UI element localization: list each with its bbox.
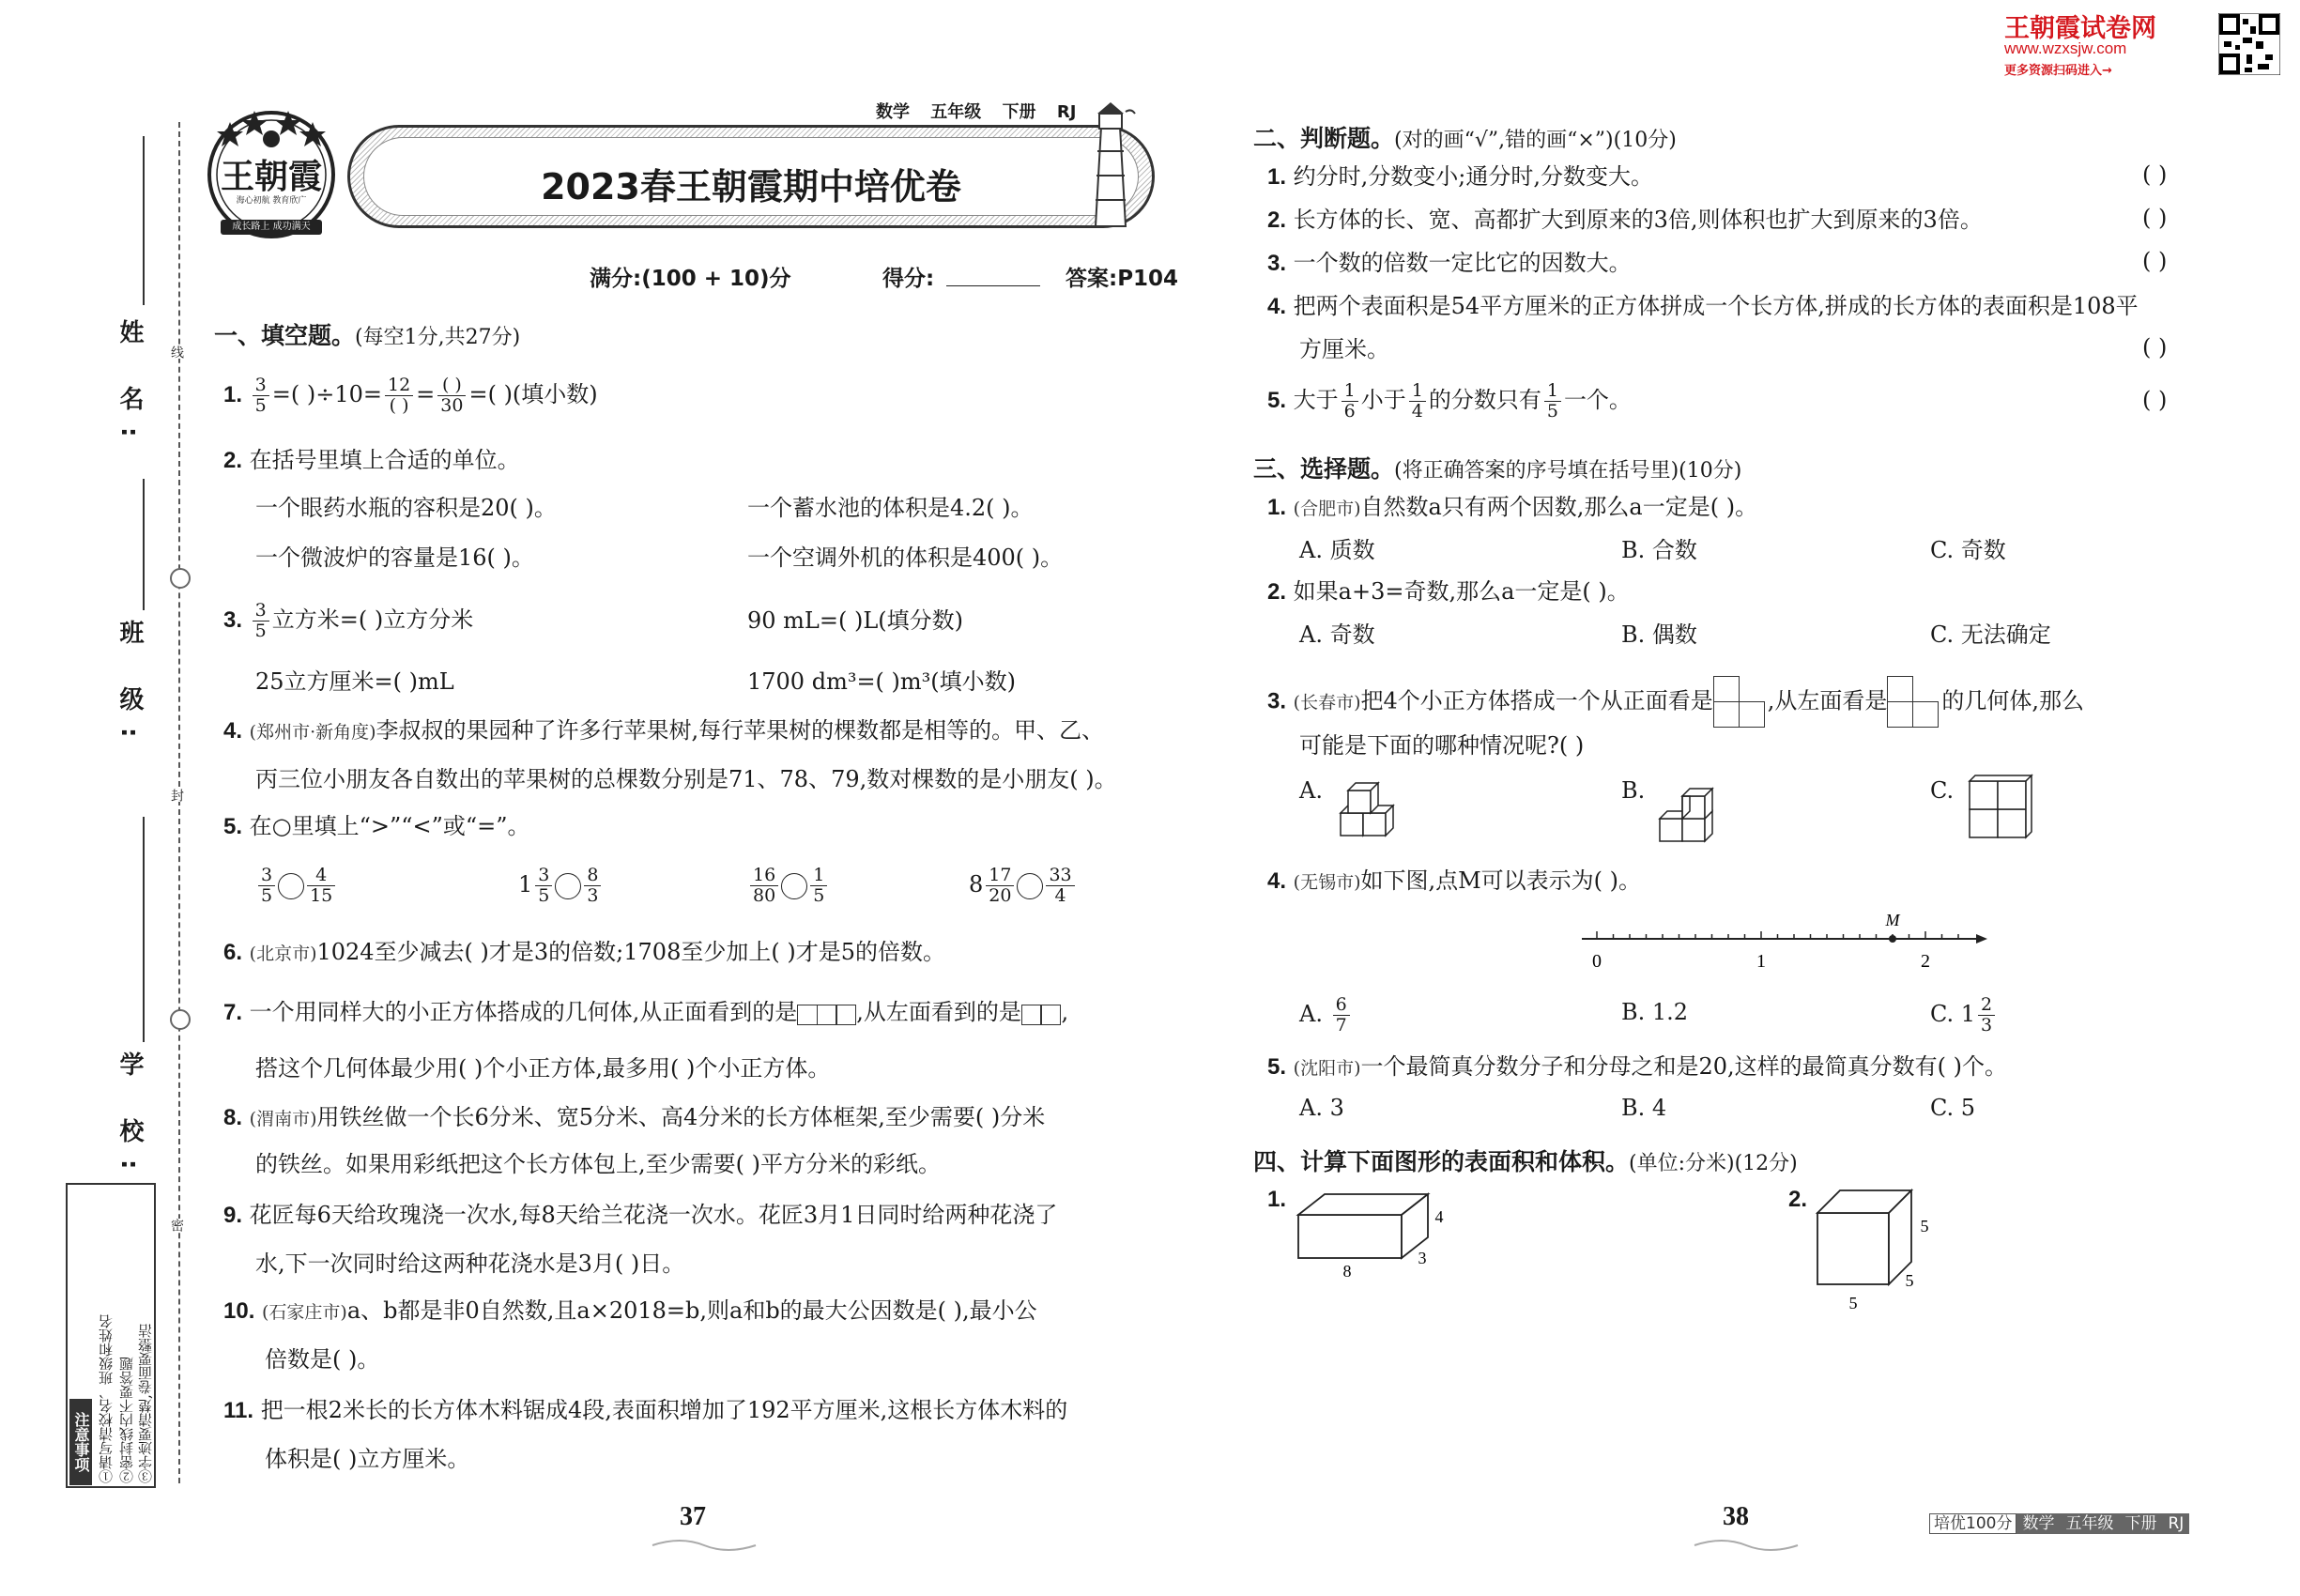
q1-frac1-den: 5 bbox=[254, 395, 267, 416]
binding-margin bbox=[56, 122, 197, 1502]
tick-label-2: 2 bbox=[1921, 951, 1930, 971]
footer-tag-3: 五年级 bbox=[2060, 1513, 2119, 1534]
q5-3-d: 5 bbox=[813, 885, 825, 906]
score-label: 得分: bbox=[882, 267, 935, 291]
choice-1[interactable] bbox=[1267, 492, 1757, 524]
footer-tag-5: RJ bbox=[2162, 1513, 2189, 1534]
choice-3-line2[interactable]: 可能是下面的哪种情况呢?( ) bbox=[1299, 732, 1585, 759]
choice-3-number: 3. bbox=[1267, 688, 1287, 714]
seal-mark-1: 线 bbox=[169, 345, 184, 359]
choice-3-opt-a[interactable]: A. bbox=[1299, 777, 1323, 804]
q3-c[interactable]: 25立方厘米=( )mL bbox=[255, 668, 454, 695]
site-name: 王朝霞试卷网 bbox=[2004, 14, 2156, 43]
judge-2 bbox=[1267, 205, 1983, 236]
q1-frac1-num: 3 bbox=[253, 376, 269, 396]
q4-line2[interactable]: 丙三位小朋友各自数出的苹果树的总棵数分别是71、78、79,数对棵数的是小朋友( )。 bbox=[255, 766, 1117, 792]
q5-4-a: 17 bbox=[986, 866, 1014, 886]
choice-3-opt-b[interactable]: B. bbox=[1621, 777, 1646, 804]
q7-text2: ,从左面看到的是 bbox=[856, 999, 1021, 1025]
q7-left-view-icon bbox=[1021, 999, 1062, 1029]
fig1-cuboid bbox=[1291, 1185, 1460, 1279]
q6[interactable] bbox=[223, 937, 945, 969]
seal-hole-2 bbox=[170, 1009, 191, 1030]
choice-2-opt-b[interactable]: B. 偶数 bbox=[1621, 622, 1697, 648]
q3-b[interactable]: 90 mL=( )L(填分数) bbox=[747, 607, 963, 634]
q7-number: 7. bbox=[223, 1000, 243, 1025]
q1-text2: = bbox=[416, 381, 436, 407]
q9-number: 9. bbox=[223, 1203, 243, 1228]
q5-2-a: 3 bbox=[535, 866, 552, 886]
judge-5 bbox=[1267, 381, 1632, 422]
choice-5[interactable] bbox=[1267, 1051, 2007, 1083]
q1-frac1 bbox=[253, 376, 269, 416]
choice-2-opt-c[interactable]: C. 无法确定 bbox=[1930, 622, 2051, 648]
q3-a bbox=[223, 601, 473, 641]
q5-1-d: 15 bbox=[310, 885, 333, 906]
lighthouse-icon bbox=[1082, 99, 1139, 230]
q5-item-3[interactable] bbox=[747, 866, 830, 906]
choice-3-text1: 把4个小正方体搭成一个从正面看是 bbox=[1360, 687, 1713, 714]
judge-5-frac1 bbox=[1342, 381, 1358, 422]
q11-number: 11. bbox=[223, 1398, 254, 1423]
judge-5-f3-num: 1 bbox=[1544, 381, 1561, 402]
seal-hole-1 bbox=[170, 568, 191, 589]
choice-1-opt-c[interactable]: C. 奇数 bbox=[1930, 537, 2006, 563]
choice-5-text[interactable]: 一个最简真分数分子和分母之和是20,这样的最简真分数有( )个。 bbox=[1360, 1053, 2008, 1080]
note-2: ②密封线内不要答题 bbox=[118, 1357, 135, 1483]
judge-5-f3-den: 5 bbox=[1546, 401, 1558, 422]
q1-number: 1. bbox=[223, 382, 243, 407]
choice-3-opt-a-cubes-icon bbox=[1333, 775, 1408, 851]
note-1: ①请写清校名、班级和姓名 bbox=[98, 1314, 115, 1483]
section2-note: (对的画“√”,错的画“×”)(10分) bbox=[1394, 129, 1677, 152]
judge-2-answer[interactable]: ( ) bbox=[2142, 205, 2168, 231]
q2-item-2[interactable]: 一个蓄水池的体积是4.2( )。 bbox=[747, 495, 1034, 521]
q5-2-c: 8 bbox=[584, 866, 601, 886]
fig2-number: 2. bbox=[1788, 1187, 1808, 1212]
judge-5-answer[interactable]: ( ) bbox=[2142, 387, 2168, 413]
q10-number: 10. bbox=[223, 1298, 255, 1324]
footer-tag-1: 培优100分 bbox=[1929, 1513, 2016, 1534]
q7-text3: , bbox=[1061, 999, 1069, 1025]
q5 bbox=[223, 811, 530, 842]
title-pill bbox=[347, 125, 1155, 228]
q4-line1 bbox=[223, 715, 1104, 747]
q2-number: 2. bbox=[223, 448, 243, 473]
q5-item-1[interactable] bbox=[255, 866, 338, 906]
name-line bbox=[143, 136, 145, 305]
q1-text3[interactable]: =( )(填小数) bbox=[468, 381, 598, 407]
q9-text1: 花匠每6天给玫瑰浇一次水,每8天给兰花浇一次水。花匠3月1日同时给两种花浇了 bbox=[249, 1202, 1058, 1228]
class-label: 班 级: bbox=[115, 620, 144, 755]
judge-3-answer[interactable]: ( ) bbox=[2142, 248, 2168, 274]
footer-tag-4: 下册 bbox=[2119, 1513, 2162, 1534]
choice-4-a-num: 6 bbox=[1333, 995, 1350, 1016]
judge-5-frac2 bbox=[1409, 381, 1426, 422]
judge-2-number: 2. bbox=[1267, 207, 1287, 233]
choice-3-opt-c[interactable]: C. bbox=[1930, 777, 1955, 804]
q5-2-circle[interactable] bbox=[555, 873, 581, 899]
q3-frac-num: 3 bbox=[253, 601, 269, 622]
section3-heading: 三、选择题。 bbox=[1253, 455, 1395, 483]
exam-title: 2023春王朝霞期中培优卷 bbox=[541, 166, 961, 207]
fig2-edge-b: 5 bbox=[1905, 1271, 1914, 1290]
choice-4-city: (无锡市) bbox=[1293, 872, 1361, 893]
q7-line1 bbox=[223, 997, 1068, 1029]
q10-city: (石家庄市) bbox=[262, 1302, 347, 1323]
q6-number: 6. bbox=[223, 940, 243, 965]
school-label: 学 校: bbox=[115, 1051, 144, 1187]
judge-5-text4: 一个。 bbox=[1563, 387, 1632, 413]
q2-item-1[interactable]: 一个眼药水瓶的容积是20( )。 bbox=[255, 495, 557, 521]
judge-5-text1: 大于 bbox=[1293, 387, 1339, 413]
q5-number: 5. bbox=[223, 814, 243, 839]
footer-tag-2: 数学 bbox=[2016, 1513, 2060, 1534]
q5-1-frac-a bbox=[258, 866, 275, 906]
judge-4 bbox=[1267, 291, 2139, 322]
q3-d[interactable]: 1700 dm³=( )m³(填小数) bbox=[747, 668, 1017, 695]
q6-city: (北京市) bbox=[249, 944, 317, 964]
choice-4-opt-c-label: C. 1 bbox=[1930, 1001, 1976, 1027]
seal-dashed-line bbox=[178, 122, 180, 1483]
tag-volume: 下册 bbox=[1002, 102, 1036, 122]
choice-4-a-den: 7 bbox=[1335, 1015, 1347, 1036]
q5-4-b: 20 bbox=[989, 885, 1012, 906]
choice-3-city: (长春市) bbox=[1293, 692, 1361, 714]
choice-2[interactable] bbox=[1267, 576, 1630, 607]
brand-block bbox=[2004, 8, 2286, 83]
q5-3-b: 80 bbox=[753, 885, 776, 906]
choice-4-opt-a[interactable] bbox=[1299, 995, 1353, 1036]
q3-frac-den: 5 bbox=[254, 621, 267, 641]
q1-frac2-den[interactable]: ( ) bbox=[389, 395, 409, 416]
q5-text: 在○里填上“>”“<”或“=”。 bbox=[249, 813, 530, 839]
q5-3-circle[interactable] bbox=[781, 873, 807, 899]
section1-note: (每空1分,共27分) bbox=[355, 326, 521, 349]
q7-line2[interactable]: 搭这个几何体最少用( )个小正方体,最多用( )个小正方体。 bbox=[255, 1055, 831, 1082]
q2-item-4[interactable]: 一个空调外机的体积是400( )。 bbox=[747, 545, 1064, 571]
section2-heading: 二、判断题。 bbox=[1253, 125, 1395, 152]
choice-3-front-view-icon bbox=[1713, 676, 1768, 729]
choice-1-opt-b[interactable]: B. 合数 bbox=[1621, 537, 1697, 563]
q4-number: 4. bbox=[223, 718, 243, 744]
q11-line2[interactable]: 体积是( )立方厘米。 bbox=[265, 1446, 470, 1472]
choice-4-opt-c[interactable] bbox=[1930, 995, 1998, 1036]
judge-5-f2-num: 1 bbox=[1409, 381, 1426, 402]
q5-2-d: 3 bbox=[587, 885, 599, 906]
judge-1-answer[interactable]: ( ) bbox=[2142, 161, 2168, 188]
notes-title: 注意事项 bbox=[69, 1399, 92, 1485]
fig2-edge-a: 5 bbox=[1848, 1294, 1858, 1312]
section3-note: (将正确答案的序号填在括号里)(10分) bbox=[1394, 459, 1742, 483]
q3-number: 3. bbox=[223, 607, 243, 633]
q10-line2[interactable]: 倍数是( )。 bbox=[265, 1346, 380, 1373]
section4-heading: 四、计算下面图形的表面积和体积。 bbox=[1253, 1148, 1630, 1175]
logo bbox=[202, 103, 341, 242]
choice-5-city: (沈阳市) bbox=[1293, 1058, 1361, 1079]
judge-3 bbox=[1267, 248, 1632, 279]
note-3: ③字迹要清楚,卷面要整洁 bbox=[137, 1324, 154, 1483]
fig1-length: 8 bbox=[1342, 1262, 1352, 1279]
section1-heading: 一、填空题。 bbox=[214, 322, 356, 349]
header-tags bbox=[876, 99, 1076, 123]
q5-2-frac-b bbox=[584, 866, 601, 906]
point-m bbox=[1889, 935, 1896, 943]
q4-text1: 李叔叔的果园种了许多行苹果树,每行苹果树的棵数都是相等的。甲、乙、 bbox=[376, 717, 1105, 744]
q8-number: 8. bbox=[223, 1105, 243, 1130]
fig1-width: 3 bbox=[1418, 1249, 1427, 1267]
section4-title bbox=[1253, 1143, 1798, 1177]
judge-3-number: 3. bbox=[1267, 251, 1287, 276]
q2-text: 在括号里填上合适的单位。 bbox=[249, 447, 520, 473]
judge-5-text3: 的分数只有 bbox=[1428, 387, 1541, 413]
q8-line2[interactable]: 的铁丝。如果用彩纸把这个长方体包上,至少需要( )平方分米的彩纸。 bbox=[255, 1151, 941, 1177]
tag-edition: RJ bbox=[1056, 102, 1077, 122]
q1-frac3-num[interactable]: ( ) bbox=[437, 376, 466, 396]
choice-4-c-num: 2 bbox=[1978, 995, 1995, 1016]
name-label: 姓 名: bbox=[115, 319, 144, 454]
q1-frac2-num: 12 bbox=[385, 376, 413, 396]
choice-1-text[interactable]: 自然数a只有两个因数,那么a一定是( )。 bbox=[1360, 494, 1758, 520]
choice-4-opt-c-frac bbox=[1978, 995, 1995, 1036]
page-number-left: 37 bbox=[680, 1502, 706, 1531]
choice-4-c-den: 3 bbox=[1981, 1015, 1993, 1036]
q9-line2[interactable]: 水,下一次同时给这两种花浇水是3月( )日。 bbox=[255, 1251, 685, 1277]
logo-ribbon: 成长路上 成功满天 bbox=[221, 220, 322, 235]
q5-4-frac-b bbox=[1046, 866, 1074, 906]
q11-line1 bbox=[223, 1395, 1067, 1426]
logo-text: 王朝霞 bbox=[220, 157, 322, 196]
tag-subject: 数学 bbox=[876, 102, 910, 122]
q5-4-d: 4 bbox=[1054, 885, 1066, 906]
choice-2-text[interactable]: 如果a+3=奇数,那么a一定是( )。 bbox=[1293, 578, 1630, 605]
fig2-cube bbox=[1812, 1185, 1943, 1316]
section3-title bbox=[1253, 451, 1741, 484]
class-line bbox=[143, 479, 145, 610]
fig2-edge-c: 5 bbox=[1920, 1217, 1929, 1235]
q5-2-b: 5 bbox=[538, 885, 550, 906]
q1-frac2 bbox=[385, 376, 413, 416]
page-swirl-right-icon bbox=[1690, 1536, 1802, 1555]
q1-frac3-den: 30 bbox=[440, 395, 464, 416]
choice-4-opt-a-label: A. bbox=[1299, 1001, 1323, 1027]
q6-text[interactable]: 1024至少减去( )才是3的倍数;1708至少加上( )才是5的倍数。 bbox=[316, 939, 945, 965]
choice-1-city: (合肥市) bbox=[1293, 499, 1361, 519]
q5-3-frac-a bbox=[750, 866, 778, 906]
q8-line1[interactable] bbox=[223, 1102, 1045, 1134]
choice-3-left-view-icon bbox=[1887, 676, 1941, 729]
q5-1-b: 5 bbox=[261, 885, 273, 906]
q10-text1[interactable]: a、b都是非0自然数,且a×2018=b,则a和b的最大公因数是( ),最小公 bbox=[346, 1297, 1037, 1324]
choice-1-opt-a[interactable]: A. 质数 bbox=[1299, 537, 1375, 563]
q2-item-3[interactable]: 一个微波炉的容量是16( )。 bbox=[255, 545, 534, 571]
section1-title bbox=[214, 317, 520, 351]
choice-4-text[interactable]: 如下图,点M可以表示为( )。 bbox=[1360, 867, 1642, 894]
page-number-right: 38 bbox=[1723, 1502, 1749, 1531]
q5-3-c: 1 bbox=[810, 866, 827, 886]
choice-4-opt-a-frac bbox=[1333, 995, 1350, 1036]
score-field[interactable] bbox=[946, 285, 1040, 286]
full-score: 满分:(100 + 10)分 bbox=[590, 267, 791, 291]
choice-3-opt-b-cubes-icon bbox=[1652, 775, 1727, 851]
page-swirl-left-icon bbox=[648, 1536, 760, 1555]
q4-city: (郑州市·新角度) bbox=[249, 722, 376, 743]
q5-1-frac-b bbox=[307, 866, 335, 906]
q5-3-a: 16 bbox=[750, 866, 778, 886]
judge-1 bbox=[1267, 161, 1653, 192]
q1-text1[interactable]: =( )÷10= bbox=[271, 381, 382, 407]
choice-4[interactable] bbox=[1267, 866, 1641, 898]
judge-4-number: 4. bbox=[1267, 294, 1287, 319]
q5-4-frac-a bbox=[986, 866, 1014, 906]
choice-2-opt-a[interactable]: A. 奇数 bbox=[1299, 622, 1375, 648]
q5-2-whole: 1 bbox=[518, 871, 533, 898]
judge-5-f1-den: 6 bbox=[1343, 401, 1356, 422]
q5-3-frac-b bbox=[810, 866, 827, 906]
number-line-ticks bbox=[1597, 931, 1958, 939]
answer-ref: 答案:P104 bbox=[1066, 267, 1179, 291]
footer-tags bbox=[1929, 1510, 2189, 1532]
judge-5-text2: 小于 bbox=[1360, 387, 1406, 413]
header-banner bbox=[202, 99, 1178, 239]
q8-city: (渭南市) bbox=[249, 1109, 317, 1129]
section4-note: (单位:分米)(12分) bbox=[1629, 1152, 1798, 1175]
number-line bbox=[1563, 905, 1995, 971]
judge-5-frac3 bbox=[1544, 381, 1561, 422]
seal-mark-2: 封 bbox=[169, 789, 184, 802]
q1-frac3 bbox=[437, 376, 466, 416]
judge-4-answer[interactable]: ( ) bbox=[2142, 334, 2168, 361]
judge-5-number: 5. bbox=[1267, 388, 1287, 413]
q5-4-c: 33 bbox=[1046, 866, 1074, 886]
choice-3-text2: ,从左面看是 bbox=[1767, 687, 1888, 714]
tick-label-0: 0 bbox=[1592, 951, 1602, 971]
q7-text1: 一个用同样大的小正方体搭成的几何体,从正面看到的是 bbox=[249, 999, 798, 1025]
q9-line1 bbox=[223, 1200, 1057, 1231]
judge-3-text: 一个数的倍数一定比它的因数大。 bbox=[1293, 250, 1632, 276]
choice-4-opt-b[interactable]: B. 1.2 bbox=[1621, 999, 1689, 1025]
q2 bbox=[223, 445, 520, 476]
q8-text1[interactable]: 用铁丝做一个长6分米、宽5分米、高4分米的长方体框架,至少需要( )分米 bbox=[316, 1104, 1046, 1130]
choice-5-number: 5. bbox=[1267, 1054, 1287, 1080]
choice-3-opt-c-cubes-icon bbox=[1962, 772, 2037, 847]
choice-5-opt-b[interactable]: B. 4 bbox=[1621, 1095, 1667, 1121]
q1 bbox=[223, 376, 598, 416]
choice-1-number: 1. bbox=[1267, 495, 1287, 520]
q10-line1[interactable] bbox=[223, 1296, 1037, 1327]
choice-5-opt-c[interactable]: C. 5 bbox=[1930, 1095, 1976, 1121]
fig1-height: 4 bbox=[1434, 1207, 1444, 1226]
choice-5-opt-a[interactable]: A. 3 bbox=[1299, 1095, 1344, 1121]
choice-3-line1 bbox=[1267, 676, 2084, 729]
choice-4-number: 4. bbox=[1267, 868, 1287, 894]
judge-1-number: 1. bbox=[1267, 164, 1287, 190]
logo-slogan: 海心初航 教育欣广 bbox=[236, 196, 307, 206]
q5-1-a: 3 bbox=[258, 866, 275, 886]
judge-5-f1-num: 1 bbox=[1342, 381, 1358, 402]
judge-5-f2-den: 4 bbox=[1411, 401, 1423, 422]
notes-box bbox=[66, 1183, 156, 1488]
site-hint: 更多资源扫码进入→ bbox=[2004, 64, 2112, 78]
q5-4-whole: 8 bbox=[969, 871, 984, 898]
q5-4-circle[interactable] bbox=[1017, 873, 1043, 899]
q7-front-view-icon bbox=[797, 999, 856, 1029]
q11-text1: 把一根2米长的长方体木料锯成4段,表面积增加了192平方厘米,这根长方体木料的 bbox=[260, 1397, 1068, 1423]
seal-mark-3: 密 bbox=[169, 1219, 184, 1232]
choice-2-number: 2. bbox=[1267, 579, 1287, 605]
judge-1-text: 约分时,分数变小;通分时,分数变大。 bbox=[1293, 163, 1653, 190]
school-line bbox=[143, 817, 145, 1042]
q3-frac bbox=[253, 601, 269, 641]
judge-2-text: 长方体的长、宽、高都扩大到原来的3倍,则体积也扩大到原来的3倍。 bbox=[1293, 207, 1983, 233]
q5-item-2[interactable] bbox=[518, 866, 604, 906]
section2-title bbox=[1253, 120, 1677, 154]
qr-code-icon[interactable] bbox=[2218, 13, 2280, 75]
judge-4-line2: 方厘米。 bbox=[1299, 336, 1389, 362]
fig1-number: 1. bbox=[1267, 1187, 1287, 1212]
choice-3-text3: 的几何体,那么 bbox=[1941, 687, 2085, 714]
q5-item-4[interactable] bbox=[969, 866, 1078, 906]
q5-1-c: 4 bbox=[307, 866, 335, 886]
site-url: www.wzxsjw.com bbox=[2004, 39, 2127, 57]
judge-4-text: 把两个表面积是54平方厘米的正方体拼成一个长方体,拼成的长方体的表面积是108平 bbox=[1293, 293, 2139, 319]
tick-label-1: 1 bbox=[1756, 951, 1766, 971]
q3-text1[interactable]: 立方米=( )立方分米 bbox=[271, 606, 474, 633]
tag-grade: 五年级 bbox=[930, 102, 982, 122]
q5-2-frac-a bbox=[535, 866, 552, 906]
q5-1-circle[interactable] bbox=[278, 873, 304, 899]
point-m-label: M bbox=[1885, 911, 1900, 929]
